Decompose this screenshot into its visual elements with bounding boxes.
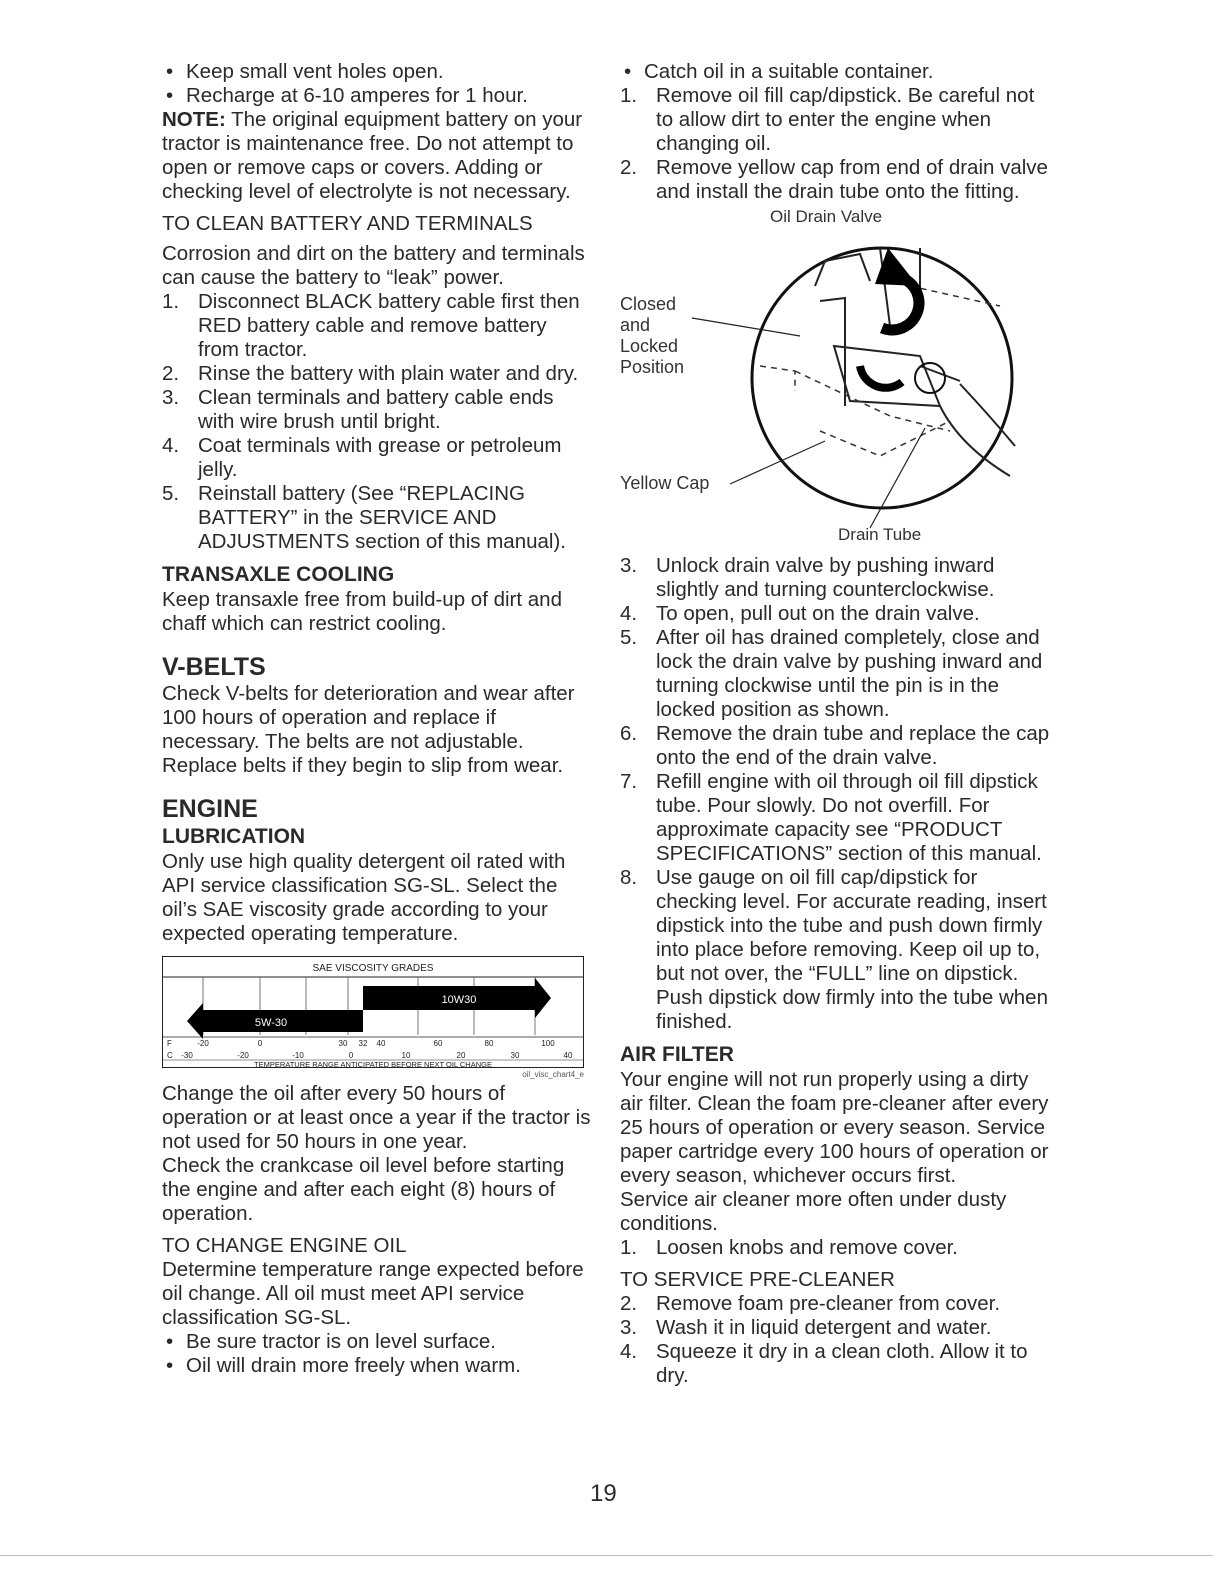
lubrication-heading: LUBRICATION — [162, 825, 306, 848]
closed-locked-label: Closed and Locked Position — [620, 294, 685, 377]
page-number: 19 — [590, 1480, 617, 1507]
drain-tube-label: Drain Tube — [838, 525, 922, 544]
lubrication-text: Only use high quality detergent oil rated with API service classification SG-SL. Select the oil’s SAE viscosity grade according to your expected operating temperature. — [162, 850, 566, 945]
sae-chart-footer: TEMPERATURE RANGE ANTICIPATED BEFORE NEXT OIL CHANGE — [254, 1060, 492, 1067]
f-tick: 60 — [433, 1039, 443, 1048]
clean-battery-steps — [162, 290, 592, 554]
air-filter-text: Your engine will not run properly using a dirty air filter. Clean the foam pre-cleaner after every 25 hours of operation or every season. Service paper cartridge every 100 hours of operation or every season, whichever occurs first. — [620, 1068, 1049, 1187]
air-filter-heading: AIR FILTER — [620, 1043, 734, 1066]
c-tick: -10 — [292, 1051, 304, 1060]
warm-oil-bullet: • Oil will drain more freely when warm. — [162, 1354, 592, 1378]
pre-cleaner-heading: TO SERVICE PRE-CLEANER — [620, 1268, 895, 1291]
vent-holes-bullet: • Keep small vent holes open. — [162, 60, 592, 84]
c-tick: 20 — [456, 1051, 466, 1060]
grade-10w30-label: 10W30 — [441, 994, 477, 1006]
list-item: 1. Loosen knobs and remove cover. — [620, 1236, 958, 1259]
c-tick: 0 — [348, 1051, 354, 1060]
list-item: 7. Refill engine with oil through oil fill dipstick tube. Pour slowly. Do not overfill. For approximate capacity see “PRODUCT SPECIFICATIONS” section of this manual. — [620, 770, 1042, 865]
vbelts-text: Check V-belts for deterioration and wear after 100 hours of operation and replace if necessary. The belts are not adjustable. Replace belts if they begin to slip from wear. — [162, 682, 575, 777]
yellow-cap-label: Yellow Cap — [620, 473, 710, 493]
f-tick: -20 — [197, 1039, 209, 1048]
chart-code: oil_visc_chart4_e — [522, 1070, 584, 1079]
transaxle-heading: TRANSAXLE COOLING — [162, 563, 395, 586]
sae-viscosity-chart — [162, 956, 584, 1068]
list-item: 1. Remove oil fill cap/dipstick. Be careful not to allow dirt to enter the engine when changing oil. — [620, 84, 1035, 155]
grade-5w30-label: 5W-30 — [254, 1017, 288, 1029]
change-oil-heading: TO CHANGE ENGINE OIL — [162, 1234, 407, 1257]
list-item: 3. Unlock drain valve by pushing inward slightly and turning counterclockwise. — [620, 554, 995, 601]
valve-illustration — [620, 206, 1056, 554]
list-item: 3. Wash it in liquid detergent and water. — [620, 1316, 992, 1339]
f-tick: 100 — [541, 1039, 555, 1048]
note-label: NOTE: — [162, 108, 226, 131]
engine-heading: ENGINE — [162, 795, 258, 823]
list-item: 2. Remove foam pre-cleaner from cover. — [620, 1292, 1001, 1315]
diagram-title: Oil Drain Valve — [770, 207, 883, 226]
level-surface-bullet: • Be sure tractor is on level surface. — [162, 1330, 592, 1354]
c-tick: 40 — [563, 1051, 573, 1060]
vbelts-heading: V-BELTS — [162, 653, 266, 681]
list-item: 1. Disconnect BLACK battery cable first then RED battery cable and remove battery from tractor. — [162, 290, 580, 361]
f-tick: 30 — [338, 1039, 348, 1048]
f-tick: 32 — [358, 1039, 368, 1048]
list-item: 8. Use gauge on oil fill cap/dipstick for checking level. For accurate reading, insert dipstick into the tube and push down firmly into place before removing. Keep oil up to, but not over, the “FULL” line on dipstick. Push dipstick dow firmly into the tube when finished. — [620, 866, 1048, 1033]
c-scale-label: C — [167, 1051, 173, 1060]
c-tick: 10 — [401, 1051, 411, 1060]
list-item: 4. Squeeze it dry in a clean cloth. Allow it to dry. — [620, 1340, 1028, 1387]
f-tick: 80 — [484, 1039, 494, 1048]
f-tick: 0 — [257, 1039, 263, 1048]
air-filter-text-2: Service air cleaner more often under dusty conditions. — [620, 1188, 1007, 1235]
list-item: 4. Coat terminals with grease or petroleum jelly. — [162, 434, 562, 481]
oil-drain-valve-diagram — [620, 206, 1056, 554]
clean-battery-intro: Corrosion and dirt on the battery and terminals can cause the battery to “leak” power. — [162, 242, 585, 289]
list-item: 2. Remove yellow cap from end of drain valve and install the drain tube onto the fitting. — [620, 156, 1048, 203]
list-item: 3. Clean terminals and battery cable ends with wire brush until bright. — [162, 386, 554, 433]
list-item: 5. After oil has drained completely, close and lock the drain valve by pushing inward and turning clockwise until the pin is in the locked position as shown. — [620, 626, 1043, 721]
c-tick: -20 — [237, 1051, 249, 1060]
f-tick: 40 — [376, 1039, 386, 1048]
battery-note — [162, 108, 592, 204]
c-tick: -30 — [181, 1051, 193, 1060]
list-item: 5. Reinstall battery (See “REPLACING BATTERY” in the SERVICE AND ADJUSTMENTS section of this manual). — [162, 482, 566, 553]
change-oil-intro: Determine temperature range expected before oil change. All oil must meet API service classification SG-SL. — [162, 1258, 584, 1329]
check-oil-text: Check the crankcase oil level before starting the engine and after each eight (8) hours of operation. — [162, 1154, 565, 1225]
right-column — [620, 60, 1056, 1388]
list-item: 4. To open, pull out on the drain valve. — [620, 602, 980, 625]
f-scale-label: F — [167, 1039, 172, 1048]
bottom-rule — [0, 1555, 1213, 1556]
sae-chart-title: SAE VISCOSITY GRADES — [312, 963, 434, 974]
transaxle-text: Keep transaxle free from build-up of dirt and chaff which can restrict cooling. — [162, 588, 562, 635]
list-item: 6. Remove the drain tube and replace the cap onto the end of the drain valve. — [620, 722, 1050, 769]
catch-oil-bullet: • Catch oil in a suitable container. — [620, 60, 1056, 84]
change-oil-text: Change the oil after every 50 hours of operation or at least once a year if the tractor is not used for 50 hours in one year. — [162, 1082, 591, 1153]
c-tick: 30 — [510, 1051, 520, 1060]
recharge-bullet: • Recharge at 6-10 amperes for 1 hour. — [162, 84, 592, 108]
left-column — [162, 60, 592, 1378]
list-item: 2. Rinse the battery with plain water and dry. — [162, 362, 579, 385]
clean-battery-heading: TO CLEAN BATTERY AND TERMINALS — [162, 212, 533, 235]
note-text: The original equipment battery on your tractor is maintenance free. Do not attempt to open or remove caps or covers. Adding or checking level of electrolyte is not necessary. — [162, 108, 583, 203]
